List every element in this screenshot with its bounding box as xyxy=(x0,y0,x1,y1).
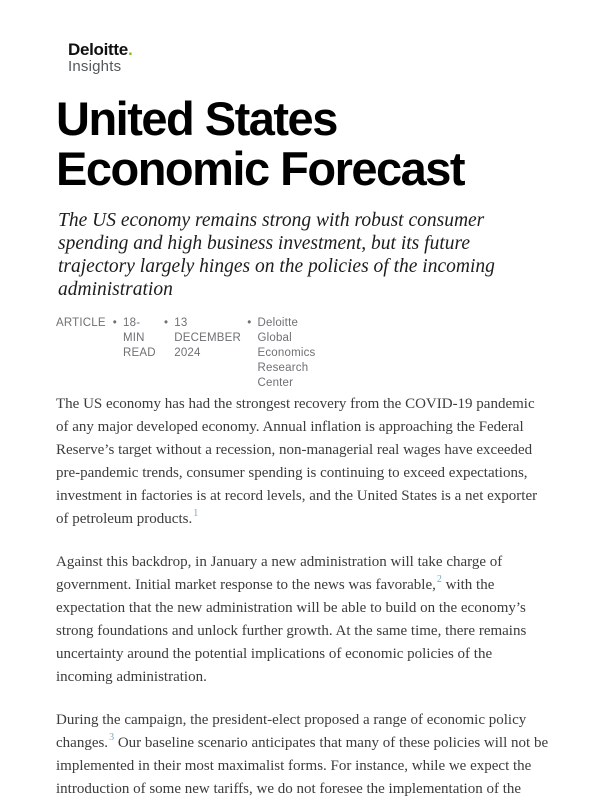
meta-read-time xyxy=(113,316,157,361)
paragraph-1 xyxy=(56,393,550,531)
logo-insights-text: Insights xyxy=(68,58,122,75)
footnote-ref-1[interactable]: 1 xyxy=(193,508,199,519)
footnote-ref-3[interactable]: 3 xyxy=(109,732,115,743)
article-meta-row xyxy=(56,316,550,391)
paragraph-2-text-a: Against this backdrop, in January a new administration will take charge of government. Initial market response to the news was favorable, xyxy=(56,554,503,593)
bullet-icon: • xyxy=(112,317,117,329)
meta-date-label: 13 DECEMBER 2024 xyxy=(174,317,242,359)
logo-brand-text: Deloitte xyxy=(68,40,128,59)
logo-brand-line xyxy=(68,42,188,58)
meta-source-label: Deloitte Global Economics Research Center xyxy=(257,317,316,389)
bullet-icon: • xyxy=(247,317,252,329)
logo-green-dot: . xyxy=(127,40,133,59)
paragraph-2-text-b: with the expectation that the new administration will be able to build on the economy’s strong foundations and unlock further growth. At the same time, there remains uncertainty around the potential implications of economic policies of the incoming administration. xyxy=(56,577,527,685)
meta-read-time-label: 18-MIN READ xyxy=(123,317,156,359)
meta-date xyxy=(164,316,240,361)
paragraph-3-text-b: Our baseline scenario anticipates that many of these policies will not be implemented in their most maximalist forms. For instance, while we expect the introduction of some new tariffs, we do not foresee the implementation of the xyxy=(56,735,549,797)
article-body xyxy=(56,393,550,801)
footnote-ref-2[interactable]: 2 xyxy=(436,574,442,585)
paragraph-3 xyxy=(56,709,550,801)
meta-content-type-label: ARTICLE xyxy=(56,317,106,329)
meta-content-type xyxy=(56,316,106,331)
page-title: United States Economic Forecast xyxy=(56,92,465,195)
deloitte-insights-logo[interactable] xyxy=(68,42,188,74)
meta-source xyxy=(247,316,329,391)
article-deck: The US economy remains strong with robust consumer spending and high business investment, but its future trajectory largely hinges on the policies of the incoming administration xyxy=(58,210,495,300)
paragraph-1-text: The US economy has had the strongest recovery from the COVID-19 pandemic of any major developed economy. Annual inflation is approaching the Federal Reserve’s target without a recession, non-managerial real wages have exceeded pre-pandemic trends, consumer spending is continuing to exceed expectations, investment in factories is at record levels, and the United States is a net exporter of petroleum products. xyxy=(56,396,538,527)
bullet-icon: • xyxy=(164,317,169,329)
paragraph-2 xyxy=(56,551,550,689)
paragraph-3-text-a: During the campaign, the president-elect proposed a range of economic policy changes. xyxy=(56,712,527,751)
